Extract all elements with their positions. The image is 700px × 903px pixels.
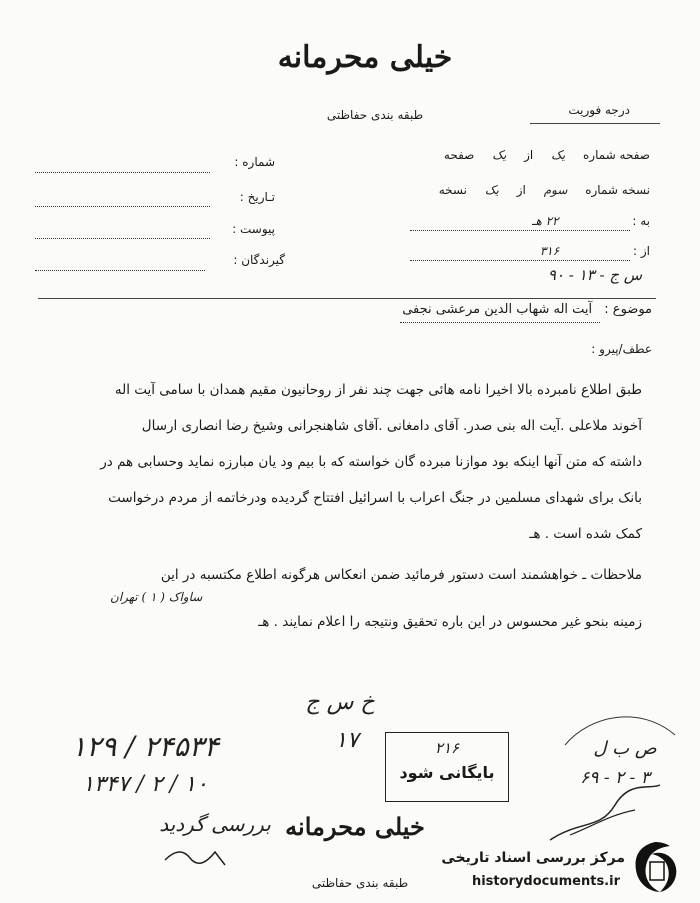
copy-number-value: سوم — [543, 183, 568, 197]
body-text — [30, 372, 642, 552]
to-label: به : — [632, 214, 650, 228]
copy-number-row — [395, 183, 650, 197]
recipients-field — [35, 253, 285, 267]
body-line: آخوند ملاعلی .آیت اله بنی صدر. آقای دامغانی .آقای شاهنجرانی وشیخ رضا انصاری ارسال — [141, 418, 642, 434]
number-label: شماره : — [234, 155, 275, 169]
to-row — [405, 214, 650, 228]
body-line: کمک شده است . هـ — [529, 526, 642, 542]
page-number-label: صفحه شماره — [583, 148, 650, 162]
body-line: داشته که متن آنها اینکه بود موازنا مبرده گان خواسته که با بیم ود یان مبارزه نماید وحسابی هم در — [100, 454, 642, 470]
handwritten-number: ۲۴۵۳۴ / ۱۲۹ — [71, 730, 219, 763]
urgency-label: درجه فوریت — [568, 103, 630, 117]
notes-line: زمینه بنحو غیر محسوس در این باره تحقیق ونتیجه را اعلام نمایند . هـ — [258, 614, 642, 630]
signature-scribble-left — [160, 840, 230, 870]
date-dotted-line — [35, 206, 210, 207]
from-label: از : — [633, 244, 650, 258]
from-row — [405, 244, 650, 258]
handwritten-date: ۱۰ / ۲ / ۱۳۴۷ — [82, 772, 208, 797]
archive-stamp — [385, 732, 509, 802]
to-dotted-line — [410, 230, 630, 231]
notes-text — [30, 560, 642, 636]
stamp-line2: بایگانی شود — [399, 763, 495, 782]
reference-label: عطف/پیرو : — [591, 342, 652, 356]
recipients-dotted-line — [35, 270, 205, 271]
subject-row — [300, 302, 652, 317]
date-label: تـاریخ : — [239, 190, 275, 204]
to-value: ۲۲ هـ — [531, 214, 559, 228]
copy-suffix: نسخه — [438, 183, 467, 197]
notes-handwritten: ساواک ( ۱ ) تهران — [110, 590, 203, 604]
handwritten-right-line1: ص ب ل — [593, 738, 657, 759]
watermark-url: historydocuments.ir — [471, 874, 620, 889]
recipients-label: گیرندگان : — [233, 253, 285, 267]
footer-title: خیلی محرمانه — [285, 812, 425, 841]
copy-total-value: یک — [484, 183, 499, 197]
copy-number-label: نسخه شماره — [585, 183, 650, 197]
stamp-number-near: ۱۷ — [335, 728, 359, 753]
attachment-label: پیوست : — [232, 222, 275, 236]
corner-curl — [560, 705, 680, 765]
subject-dotted-line — [400, 322, 600, 323]
urgency-underline — [530, 123, 660, 124]
body-line: طبق اطلاع نامبرده بالا اخیرا نامه هائی جهت چند نفر از روحانیون مقیم همدان با سامی آیت اله — [114, 382, 642, 398]
attachment-dotted-line — [35, 238, 210, 239]
number-field — [35, 155, 275, 169]
header-separator — [38, 298, 656, 299]
page-number-value: یک — [551, 148, 566, 162]
page-number-row — [395, 148, 650, 162]
from-dotted-line — [410, 260, 630, 261]
watermark-name: مرکز بررسی اسناد تاریخی — [441, 850, 625, 866]
page-suffix: صفحه — [443, 148, 475, 162]
handwritten-right-line2: ۳ - ۲ - ۶۹ — [580, 768, 650, 788]
stamp-handwritten-code: خ س ج — [305, 690, 375, 715]
handwritten-reference: س ج - ۱۳ - ۹۰ — [547, 266, 643, 284]
from-value: ۳۱۶ — [539, 244, 560, 258]
classification-label: طبقه بندی حفاظتی — [326, 108, 424, 122]
attachment-field — [35, 222, 275, 236]
body-line: بانک برای شهدای مسلمین در جنگ اعراب با اسرائیل افتتاح گردیده ودرخاتمه از مردم درخواست — [108, 490, 642, 506]
page-of-label: از — [524, 148, 534, 162]
notes-line: ملاحظات ـ خواهشمند است دستور فرمائید ضمن انعکاس هرگونه اطلاع مکتسبه در این — [160, 567, 642, 583]
subject-label: موضوع : — [604, 302, 652, 317]
document-title: خیلی محرمانه — [277, 40, 453, 75]
document-center-logo-icon — [630, 840, 680, 894]
footer-classification-label: طبقه بندی حفاظتی — [311, 876, 409, 890]
number-dotted-line — [35, 172, 210, 173]
page-total-value: یک — [492, 148, 507, 162]
stamp-line1: ۲۱۶ — [434, 739, 460, 757]
subject-value: آیت اله شهاب الدین مرعشی نجفی — [402, 302, 593, 317]
copy-of-label: از — [516, 183, 526, 197]
handwritten-signature-note: بررسی گردید — [159, 812, 271, 836]
date-field — [35, 190, 275, 204]
